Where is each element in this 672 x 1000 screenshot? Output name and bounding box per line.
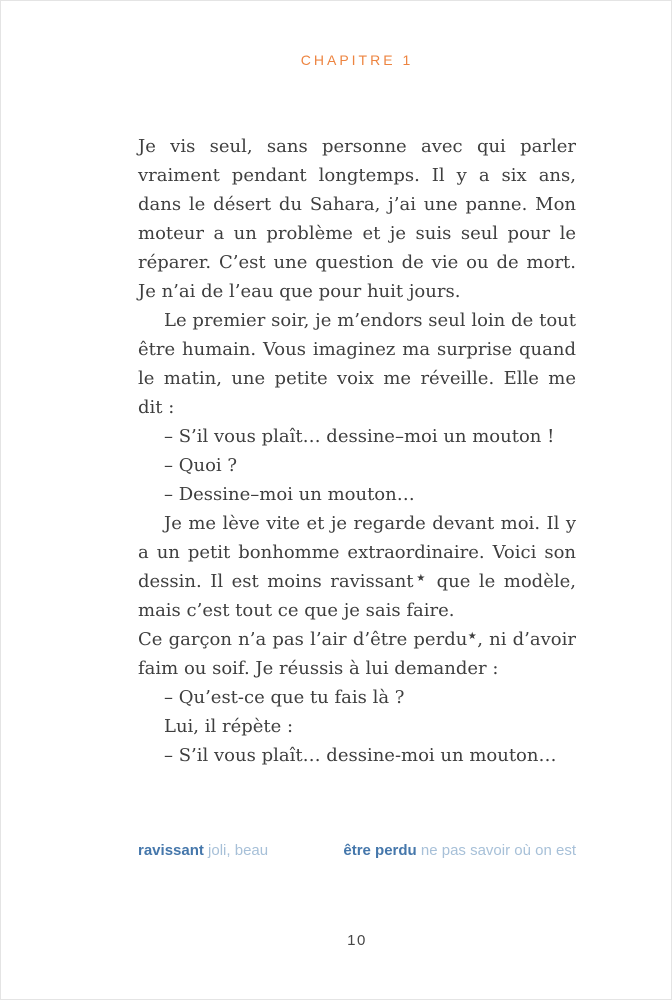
- dialogue-line: – Dessine–moi un mouton…: [164, 484, 415, 505]
- dialogue-line: – Quoi ?: [164, 455, 238, 476]
- footnote-term: être perdu: [343, 842, 417, 859]
- footnote-definition: ne pas savoir où on est: [420, 842, 576, 859]
- paragraph: Je vis seul, sans personne avec qui parler vraiment pendant longtemps. Il y a six ans, dans le désert du Sahara, j’ai une panne. Mon moteur a un problème et je suis seul pour le réparer. C’est une question de vie ou de mort. Je n’ai de l’eau que pour huit jours.: [138, 136, 576, 302]
- footnotes: [138, 842, 576, 859]
- text-column: [138, 1, 576, 770]
- footnote-item: [138, 842, 268, 859]
- dialogue-line: – Qu’est-ce que tu fais là ?: [164, 687, 405, 708]
- paragraph-text: Je me lève vite et je regarde devant moi. Il y a un petit bonhomme extraordinaire. Voici son dessin. Il est moins ravissant: [138, 513, 576, 592]
- paragraph-text: Ce garçon n’a pas l’air d’être perdu: [138, 629, 468, 650]
- page-number: 10: [347, 932, 367, 949]
- footnote-star-icon: ★: [413, 573, 429, 584]
- paragraph: Lui, il répète :: [164, 716, 294, 737]
- chapter-heading: CHAPITRE 1: [300, 52, 414, 68]
- footnote-star-icon: ★: [467, 631, 478, 642]
- dialogue-line: – S’il vous plaît… dessine–moi un mouton !: [164, 426, 555, 447]
- paragraph: Le premier soir, je m’endors seul loin de tout être humain. Vous imaginez ma surprise quand le matin, une petite voix me réveille. Elle me dit :: [138, 310, 576, 418]
- dialogue-line: – S’il vous plaît… dessine-moi un mouton…: [164, 745, 557, 766]
- footnote-definition: joli, beau: [208, 842, 269, 859]
- footnote-term: ravissant: [138, 842, 204, 859]
- paragraph: [138, 509, 576, 625]
- paragraph: [138, 625, 576, 683]
- paragraph-text: que le modèle, mais c’est tout ce que je sais faire.: [138, 571, 576, 621]
- footnote-item: [343, 842, 576, 859]
- paragraph-text: , ni d’avoir faim ou soif. Je réussis à lui demander :: [138, 629, 577, 679]
